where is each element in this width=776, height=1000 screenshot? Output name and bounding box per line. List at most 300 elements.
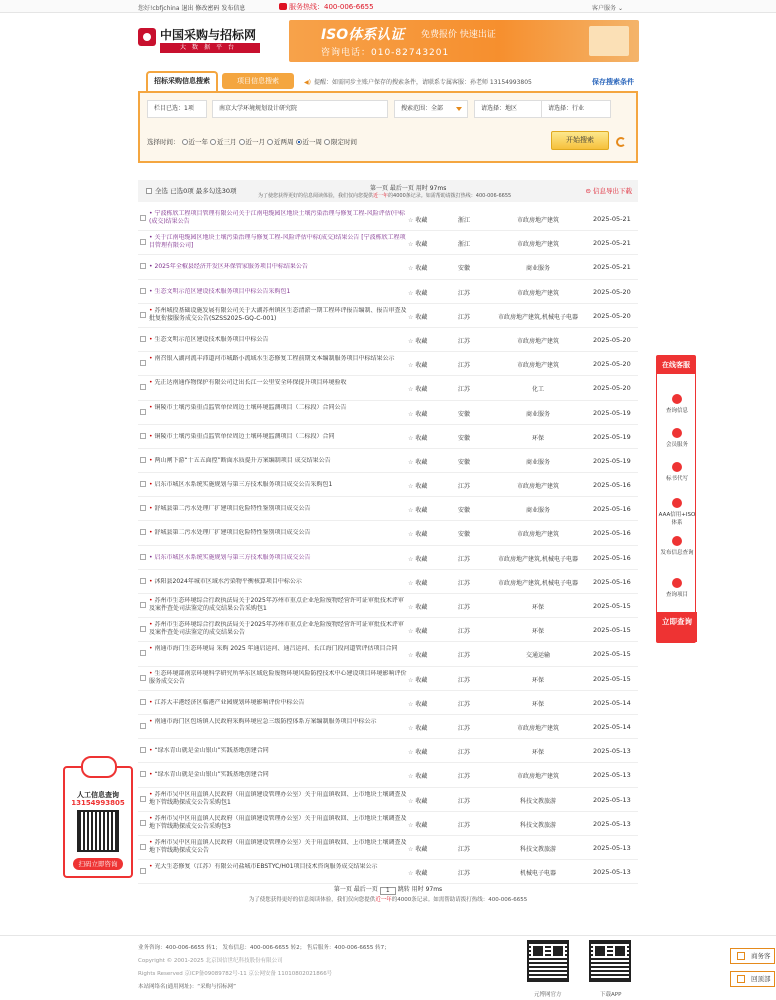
row-title-link[interactable] [149, 433, 407, 441]
favorite-label: 收藏 [415, 845, 428, 853]
row-checkbox[interactable] [140, 868, 146, 874]
row-checkbox[interactable] [140, 433, 146, 439]
bullet-icon: • [149, 432, 153, 440]
back-to-top-button[interactable] [730, 971, 775, 987]
bullet-icon: • [149, 717, 153, 725]
row-checkbox[interactable] [140, 457, 146, 463]
footer-icp[interactable]: Rights Reserved 京ICP备09089782号-11 京公网安备 11010802021866号 [138, 971, 333, 977]
bullet-icon: • [149, 577, 153, 585]
favorite-button[interactable] [408, 409, 427, 418]
favorite-button[interactable] [408, 723, 427, 732]
right-float-bar [656, 355, 696, 643]
row-date: 2025-05-16 [593, 529, 631, 538]
row-date: 2025-05-15 [593, 602, 631, 610]
table-row [138, 715, 638, 739]
row-title-link[interactable] [149, 379, 407, 387]
jump-button[interactable]: 跳转 [397, 886, 410, 893]
favorite-label: 收藏 [415, 773, 428, 781]
favorite-label: 收藏 [415, 458, 428, 466]
bullet-icon: • [149, 814, 153, 822]
favorite-button[interactable] [408, 675, 427, 684]
row-title-link[interactable] [149, 578, 407, 586]
row-region: 江苏 [458, 337, 471, 345]
favorite-button[interactable] [408, 868, 427, 877]
row-title-link[interactable] [149, 234, 407, 250]
scope-select[interactable] [394, 100, 468, 118]
favorite-button[interactable] [408, 602, 427, 611]
bullet-icon: • [149, 597, 153, 604]
bullet-icon: • [149, 553, 153, 561]
row-region: 江苏 [458, 797, 471, 805]
right-float-item-label: 会员服务 [665, 442, 688, 448]
top-pager[interactable]: 第一页 最后一页 用时 97ms [370, 185, 447, 192]
row-checkbox[interactable] [140, 409, 146, 415]
favorite-label: 收藏 [415, 313, 428, 321]
favorite-button[interactable] [408, 433, 427, 442]
right-float-item[interactable] [657, 498, 697, 526]
service-icon [672, 428, 682, 438]
results-header [138, 180, 638, 202]
bullet-icon: • [149, 529, 153, 537]
table-row [138, 546, 638, 570]
phone-icon [279, 3, 287, 10]
table-row [138, 667, 638, 691]
bullet-icon: • [149, 645, 153, 653]
right-float-item[interactable] [657, 428, 697, 448]
change-password-link[interactable]: 修改密码 [195, 5, 220, 12]
row-title-link[interactable] [149, 505, 407, 513]
row-title-link[interactable] [149, 645, 407, 653]
row-region: 江苏 [458, 628, 471, 636]
row-title: 苏州市吴中区甪直镇人民政府（甪直镇建设管理办公室）关于甪直镇收回、上市地块土壤调查及地下管线勘探成交公告采购包1 [149, 790, 407, 806]
business-button[interactable] [730, 948, 775, 964]
star-icon: ☆ [408, 604, 414, 611]
favorite-label: 收藏 [415, 821, 428, 829]
right-float-item[interactable] [657, 536, 697, 556]
industry-select[interactable]: 请选择：行业 [541, 100, 611, 118]
row-industry: 市政房地产建筑 [516, 289, 559, 297]
row-checkbox[interactable] [140, 336, 146, 342]
row-checkbox[interactable] [140, 723, 146, 729]
online-service-header[interactable]: 在线客服 [657, 356, 695, 374]
favorite-button[interactable] [408, 578, 427, 587]
row-checkbox[interactable] [140, 481, 146, 487]
row-region: 江苏 [458, 724, 471, 732]
row-title: 舒城县第二污水处理厂扩建项目危险特性鉴别项目成交公告 [154, 529, 311, 537]
bullet-icon: • [149, 287, 153, 295]
select-all[interactable] [146, 186, 237, 195]
row-title: 两山闸下游“十五五面控”断面水质提升方案编制项目 成交结果公告 [154, 456, 331, 464]
time-option-label[interactable]: 近一周 [302, 138, 322, 146]
service-icon [672, 578, 682, 588]
table-row [138, 812, 638, 836]
row-industry: 环保 [531, 676, 544, 684]
home-icon [737, 952, 745, 960]
time-radio[interactable] [210, 139, 216, 145]
pager-first-last[interactable]: 第一页 最后一页 [333, 886, 378, 893]
row-checkbox[interactable] [140, 239, 146, 245]
back-to-top-label: 回顶部 [751, 975, 771, 983]
row-title-link[interactable] [149, 307, 407, 323]
star-icon: ☆ [408, 749, 414, 757]
favorite-label: 收藏 [415, 700, 428, 708]
row-region: 安徽 [458, 531, 471, 539]
service-icon [672, 498, 682, 508]
site-slogan: 大数据平台 [160, 43, 260, 53]
row-industry: 环保 [531, 434, 544, 442]
star-icon: ☆ [408, 362, 414, 370]
site-logo[interactable] [138, 26, 268, 56]
tab-tender-search[interactable]: 招标采购信息搜索 [146, 71, 218, 91]
row-industry: 科技文教旅游 [519, 821, 556, 829]
footer-netname: 本站网络名(通用网址)：“采购与招标网” [138, 984, 236, 990]
row-region: 安徽 [458, 410, 471, 418]
right-float-item[interactable] [657, 578, 697, 598]
logout-link[interactable]: 退出 [181, 5, 194, 12]
row-region: 江苏 [458, 700, 471, 708]
row-date: 2025-05-21 [593, 263, 631, 272]
favorite-label: 收藏 [415, 724, 428, 732]
page-input[interactable]: 1 [380, 887, 396, 895]
favorite-button[interactable] [408, 699, 427, 708]
star-icon: ☆ [408, 289, 414, 297]
favorite-label: 收藏 [415, 652, 428, 660]
row-checkbox[interactable] [140, 699, 146, 705]
favorite-button[interactable] [408, 481, 427, 490]
row-title-link[interactable] [149, 839, 407, 855]
row-title-link[interactable] [149, 457, 407, 465]
favorite-button[interactable] [408, 312, 427, 321]
row-title-link[interactable] [149, 699, 407, 707]
export-download-label: 信息导出下载 [593, 187, 632, 195]
column-select[interactable]: 栏目已选：1项 [147, 100, 207, 118]
favorite-button[interactable] [408, 844, 427, 853]
favorite-label: 收藏 [415, 870, 428, 878]
service-icon [672, 462, 682, 472]
row-industry: 科技文教旅游 [519, 797, 556, 805]
export-download[interactable] [585, 186, 632, 195]
favorite-label: 收藏 [415, 604, 428, 611]
row-date: 2025-05-13 [593, 819, 631, 828]
table-row [138, 691, 638, 715]
row-title-link[interactable] [149, 554, 407, 562]
star-icon: ☆ [408, 241, 414, 249]
favorite-label: 收藏 [415, 241, 428, 249]
refresh-icon[interactable] [616, 137, 626, 147]
time-radio[interactable] [296, 139, 302, 145]
favorite-label: 收藏 [415, 386, 428, 394]
left-float-consult [63, 766, 133, 878]
row-title-link[interactable] [149, 355, 407, 363]
time-option-label[interactable]: 近三月 [217, 138, 237, 146]
consult-title: 人工信息查询 [77, 791, 119, 799]
favorite-label: 收藏 [415, 265, 428, 273]
star-icon: ☆ [408, 845, 414, 853]
row-industry: 市政房地产建筑 [516, 773, 559, 781]
star-icon: ☆ [408, 700, 414, 708]
customer-service-menu[interactable] [592, 3, 623, 12]
favorite-label: 收藏 [415, 579, 428, 587]
row-checkbox[interactable] [140, 578, 146, 584]
right-float-item[interactable] [657, 462, 697, 482]
service-icon [672, 394, 682, 404]
table-row [138, 449, 638, 473]
select-all-label: 全选 [155, 187, 168, 195]
table-row [138, 255, 638, 279]
row-title-link[interactable] [149, 863, 407, 871]
row-title: 苏州市生态环境综合行政执法局关于2025年苏州市重点企业危险废物经营许可证审批技术评审及案件查处司法鉴定的成交结果公告采购包1 [149, 597, 404, 612]
greeting: 您好!cbfjchina [138, 5, 180, 12]
star-icon: ☆ [408, 555, 414, 563]
row-region: 江苏 [458, 676, 471, 684]
record-hint [258, 192, 511, 199]
row-title: 苏州市吴中区甪直镇人民政府（甪直镇建设管理办公室）关于甪直镇收回、上市地块土壤调查及地下管线勘探成交公告 [149, 838, 407, 854]
keyword-input[interactable]: 南京大学环境规划设计研究院 [212, 100, 388, 118]
row-checkbox[interactable] [140, 529, 146, 535]
row-checkbox[interactable] [140, 505, 146, 511]
favorite-button[interactable] [408, 747, 427, 756]
iso-banner[interactable] [289, 20, 639, 62]
row-title: 铜陵市土壤污染重点监管单位周边土壤环境监测项目（二标段）合同公告 [154, 403, 347, 411]
row-industry: 市政房地产建筑 [516, 483, 559, 491]
row-industry: 市政房地产建筑,机械电子电器 [498, 555, 578, 563]
row-industry: 化工 [531, 386, 544, 394]
row-checkbox[interactable] [140, 626, 146, 632]
row-region: 江苏 [458, 362, 471, 370]
row-industry: 商业服务 [525, 265, 550, 273]
row-date: 2025-05-15 [593, 650, 631, 659]
time-option-label[interactable]: 近两周 [274, 138, 294, 146]
star-icon: ☆ [408, 410, 414, 418]
bullet-icon: • [149, 210, 153, 217]
favorite-label: 收藏 [415, 434, 428, 442]
table-row [138, 352, 638, 376]
row-title: 沭阳县2024年城市区域水污染物平衡核算项目中标公示 [154, 577, 302, 585]
row-region: 江苏 [458, 289, 471, 297]
row-title-link[interactable] [149, 815, 407, 831]
row-region: 江苏 [458, 555, 471, 563]
row-title-link[interactable] [149, 210, 407, 226]
consult-button[interactable]: 扫码立即咨询 [73, 858, 123, 870]
row-title: “绿水青山就是金山银山”实践基地创建合同 [154, 771, 269, 779]
favorite-button[interactable] [408, 820, 427, 829]
row-checkbox[interactable] [140, 384, 146, 390]
row-date: 2025-05-19 [593, 408, 631, 417]
favorite-label: 收藏 [415, 797, 428, 805]
row-checkbox[interactable] [140, 747, 146, 753]
time-radio[interactable] [267, 139, 273, 145]
favorite-button[interactable] [408, 336, 427, 345]
chevron-down-icon: ⌄ [617, 5, 623, 12]
row-title-link[interactable] [149, 336, 407, 344]
time-radio[interactable] [182, 139, 188, 145]
row-region: 江苏 [458, 870, 471, 878]
right-float-item-label: 查询项目 [665, 592, 688, 598]
table-row [138, 280, 638, 304]
save-condition-link[interactable]: 保存搜索条件 [592, 78, 634, 86]
row-date: 2025-05-13 [593, 868, 631, 877]
row-checkbox[interactable] [140, 844, 146, 850]
time-radio[interactable] [239, 139, 245, 145]
table-row [138, 788, 638, 812]
favorite-button[interactable] [408, 263, 427, 272]
select-all-checkbox[interactable] [146, 188, 152, 194]
row-region: 江苏 [458, 821, 471, 829]
favorite-button[interactable] [408, 384, 427, 393]
star-icon: ☆ [408, 724, 414, 732]
favorite-button[interactable] [408, 215, 427, 224]
search-button[interactable]: 开始搜索 [551, 131, 609, 150]
row-checkbox[interactable] [140, 796, 146, 802]
star-icon: ☆ [408, 217, 414, 224]
favorite-button[interactable] [408, 288, 427, 297]
row-date: 2025-05-14 [593, 698, 631, 707]
row-region: 安徽 [458, 507, 471, 515]
bottom-hint [138, 895, 638, 903]
favorite-label: 收藏 [415, 749, 428, 757]
bullet-icon: • [149, 790, 153, 798]
table-row [138, 739, 638, 763]
row-title-link[interactable] [149, 791, 407, 807]
arrow-up-icon [737, 975, 745, 983]
row-title: 舒城县第二污水处理厂扩建项目危险特性鉴别项目成交公告 [154, 505, 311, 513]
row-title-link[interactable] [149, 288, 407, 296]
bullet-icon: • [149, 747, 153, 755]
row-checkbox[interactable] [140, 263, 146, 269]
star-icon: ☆ [408, 313, 414, 321]
right-float-item-label: 查询信息 [665, 408, 688, 414]
row-checkbox[interactable] [140, 312, 146, 318]
time-option-label[interactable]: 限定时间 [331, 138, 357, 146]
sync-notice [304, 77, 532, 86]
favorite-button[interactable] [408, 626, 427, 635]
instant-query-button[interactable]: 立即查询 [657, 612, 697, 642]
favorite-label: 收藏 [415, 217, 428, 224]
star-icon: ☆ [408, 434, 414, 442]
row-region: 江苏 [458, 749, 471, 757]
hint-em: 近一年 [373, 193, 389, 199]
search-panel [138, 91, 638, 163]
bullet-icon: • [149, 838, 153, 846]
selected-count: 已选0项 最多勾选30项 [170, 187, 237, 195]
row-industry: 交通运输 [525, 652, 550, 660]
favorite-button[interactable] [408, 239, 427, 248]
row-date: 2025-05-13 [593, 747, 631, 756]
row-checkbox[interactable] [140, 675, 146, 681]
bullet-icon: • [149, 481, 153, 489]
favorite-button[interactable] [408, 529, 427, 538]
row-checkbox[interactable] [140, 650, 146, 656]
row-checkbox[interactable] [140, 288, 146, 294]
time-option-label[interactable]: 近一年 [188, 138, 208, 146]
row-checkbox[interactable] [140, 554, 146, 560]
row-title-link[interactable] [149, 529, 407, 537]
row-checkbox[interactable] [140, 602, 146, 608]
row-region: 浙江 [458, 241, 471, 249]
row-industry: 环保 [531, 604, 544, 611]
row-industry: 市政房地产建筑 [516, 362, 559, 370]
row-title: 生态文明示范区建设技术服务项目中标公告 [154, 335, 269, 343]
favorite-button[interactable] [408, 796, 427, 805]
row-checkbox[interactable] [140, 820, 146, 826]
row-title-link[interactable] [149, 597, 407, 613]
star-icon: ☆ [408, 676, 414, 684]
official-qr-code [527, 940, 569, 982]
row-region: 江苏 [458, 652, 471, 660]
time-radio[interactable] [324, 139, 330, 145]
bullet-icon: • [149, 355, 153, 363]
row-title-link[interactable] [149, 747, 407, 755]
row-title: “绿水青山就是金山银山”实践基地创建合同 [154, 747, 269, 755]
row-region: 江苏 [458, 773, 471, 781]
row-date: 2025-05-16 [593, 577, 631, 586]
right-float-item-label: 标书代写 [665, 476, 688, 482]
table-row [138, 570, 638, 594]
row-title: 南通市海门区包场镇人民政府采购环境应急三级防控体系方案编制服务项目中标公示 [154, 717, 377, 725]
star-icon: ☆ [408, 265, 414, 273]
row-checkbox[interactable] [140, 771, 146, 777]
row-date: 2025-05-15 [593, 674, 631, 683]
table-row [138, 328, 638, 352]
row-title-link[interactable] [149, 771, 407, 779]
favorite-button[interactable] [408, 771, 427, 780]
table-row [138, 521, 638, 545]
table-row [138, 860, 638, 884]
star-icon: ☆ [408, 531, 414, 539]
table-row [138, 376, 638, 400]
row-date: 2025-05-15 [593, 626, 631, 635]
official-qr-caption: 元博网官方 [534, 992, 562, 998]
row-date: 2025-05-16 [593, 553, 631, 562]
row-title: 南通市海门生态环境局 采购 2025 年通启运河、通吕运河、长江海门段河道管评估项目合同 [154, 645, 398, 653]
post-info-link[interactable]: 发布信息 [221, 5, 246, 12]
favorite-button[interactable] [408, 457, 427, 466]
region-select[interactable]: 请选择：地区 [474, 100, 544, 118]
row-date: 2025-05-20 [593, 335, 631, 344]
row-title-link[interactable] [149, 263, 407, 271]
row-industry: 环保 [531, 628, 544, 636]
row-title-link[interactable] [149, 718, 407, 726]
row-title: 启东市城区水系统实施规划与第三方技术服务项目成交公告采购包1 [154, 481, 333, 489]
row-date: 2025-05-21 [593, 239, 631, 248]
consult-phone: 13154993805 [71, 799, 125, 807]
favorite-button[interactable] [408, 554, 427, 563]
robot-icon [81, 756, 117, 778]
row-date: 2025-05-16 [593, 481, 631, 490]
row-checkbox[interactable] [140, 215, 146, 221]
favorite-label: 收藏 [415, 628, 428, 636]
favorite-button[interactable] [408, 650, 427, 659]
bullet-icon: • [149, 306, 153, 314]
right-float-item[interactable] [657, 394, 697, 414]
time-option-label[interactable]: 近一月 [245, 138, 265, 146]
favorite-label: 收藏 [415, 555, 428, 563]
row-title-link[interactable] [149, 404, 407, 412]
row-checkbox[interactable] [140, 360, 146, 366]
row-title: 2025年全椒县经济开发区环保管家服务项目中标结果公告 [154, 263, 308, 271]
row-title: 先正达南通作物保护有限公司迁出长江一公里安全环保提升项目环境验收 [154, 379, 347, 387]
favorite-label: 收藏 [415, 289, 428, 297]
bullet-icon: • [149, 698, 153, 706]
row-title-link[interactable] [149, 481, 407, 489]
row-title-link[interactable] [149, 670, 407, 686]
favorite-button[interactable] [408, 505, 427, 514]
tab-project-search[interactable]: 项目信息搜索 [222, 73, 294, 89]
row-date: 2025-05-19 [593, 456, 631, 465]
row-region: 安徽 [458, 265, 471, 273]
favorite-button[interactable] [408, 360, 427, 369]
row-title-link[interactable] [149, 621, 407, 637]
